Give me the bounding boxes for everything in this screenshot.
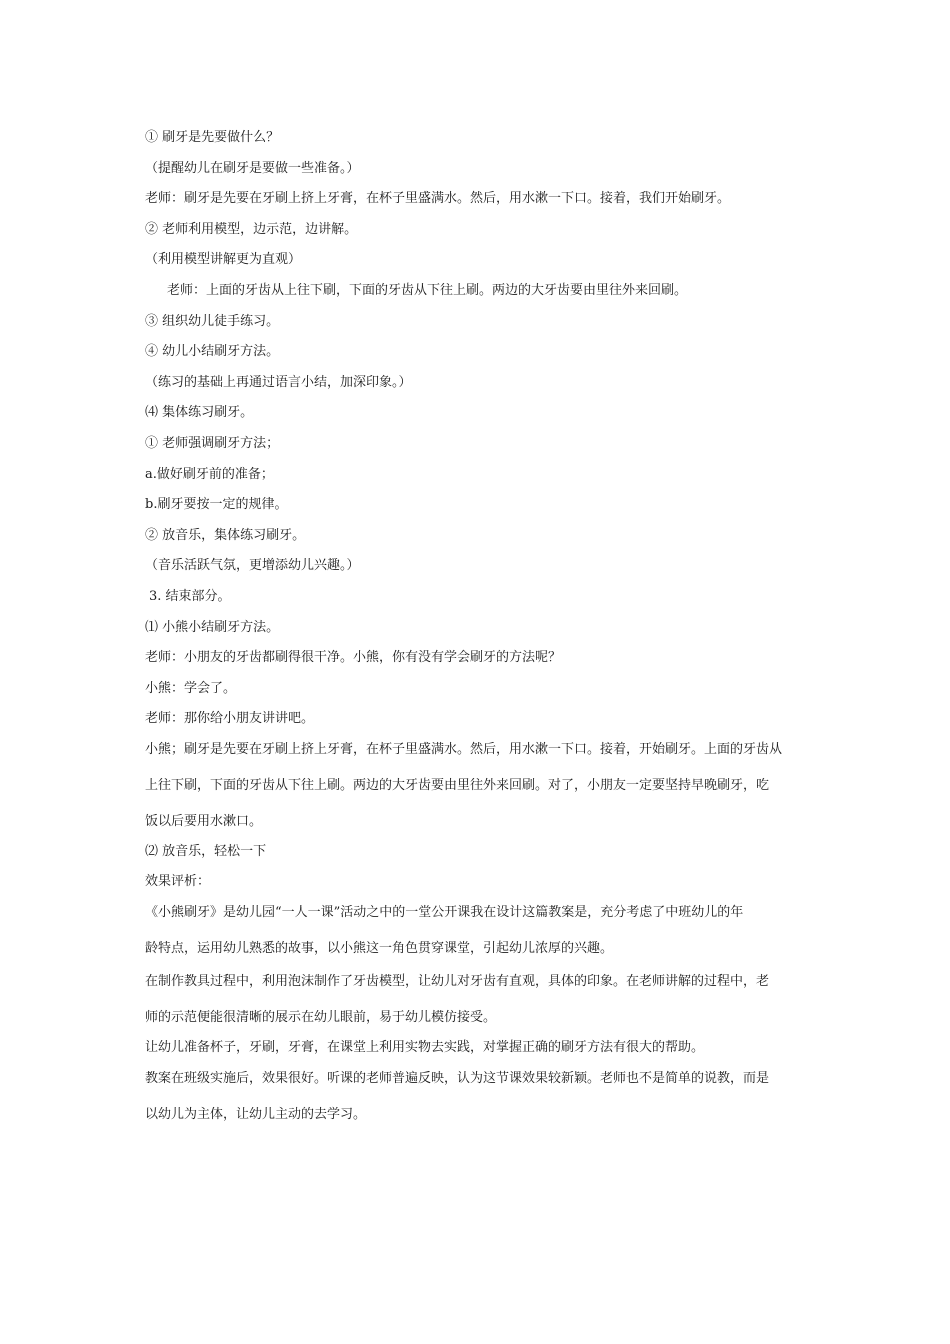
evaluation-line: 在制作教具过程中，利用泡沫制作了牙齿模型，让幼儿对牙齿有直观，具体的印象。在老师讲解的过程中，老 bbox=[145, 974, 770, 990]
evaluation-paragraph-1 bbox=[145, 895, 810, 967]
section-group-practice: ⑷ 集体练习刷牙。 bbox=[145, 405, 254, 421]
bear-paragraph-line: 上往下刷，下面的牙齿从下往上刷。两边的大牙齿要由里往外来回刷。对了，小朋友一定要坚持早晚刷牙，吃 bbox=[145, 777, 770, 793]
point-a: a.做好刷牙前的准备； bbox=[145, 466, 274, 482]
step-music-practice: ② 放音乐，集体练习刷牙。 bbox=[145, 527, 306, 543]
teacher-line-prepare: 老师：刷牙是先要在牙刷上挤上牙膏，在杯子里盛满水。然后，用水漱一下口。接着，我们开始刷牙。 bbox=[145, 191, 731, 207]
step-model-demo: ② 老师利用模型，边示范，边讲解。 bbox=[145, 221, 358, 237]
evaluation-line: 教案在班级实施后，效果很好。听课的老师普遍反映，认为这节课效果较新颖。老师也不是简单的说教，而是 bbox=[145, 1070, 770, 1086]
question-what-first: ① 刷牙是先要做什么？ bbox=[145, 130, 280, 145]
evaluation-paragraph-2 bbox=[145, 964, 810, 1036]
teacher-line-ask-bear: 老师：小朋友的牙齿都刷得很干净。小熊，你有没有学会刷牙的方法呢？ bbox=[145, 650, 562, 666]
lesson-text bbox=[145, 123, 810, 1130]
evaluation-paragraph-4 bbox=[145, 1061, 810, 1133]
evaluation-paragraph-3: 让幼儿准备杯子，牙刷，牙膏，在课堂上利用实物去实践，对掌握正确的刷牙方法有很大的帮助。 bbox=[145, 1040, 705, 1056]
note-music: （音乐活跃气氛，更增添幼儿兴趣。） bbox=[145, 558, 360, 574]
step-teacher-emphasis: ① 老师强调刷牙方法； bbox=[145, 435, 280, 451]
step-music-relax: ⑵ 放音乐，轻松一下 bbox=[145, 843, 267, 859]
step-practice-hands: ③ 组织幼儿徒手练习。 bbox=[145, 313, 280, 329]
step-bear-summary: ⑴ 小熊小结刷牙方法。 bbox=[145, 619, 280, 635]
evaluation-line: 龄特点，运用幼儿熟悉的故事，以小熊这一角色贯穿课堂，引起幼儿浓厚的兴趣。 bbox=[145, 941, 614, 957]
bear-line-learned: 小熊：学会了。 bbox=[145, 680, 237, 696]
note-preparation: （提醒幼儿在刷牙是要做一些准备。） bbox=[145, 160, 360, 176]
evaluation-heading: 效果评析： bbox=[145, 874, 211, 890]
evaluation-line: 以幼儿为主体，让幼儿主动的去学习。 bbox=[145, 1106, 367, 1122]
step-summary: ④ 幼儿小结刷牙方法。 bbox=[145, 344, 280, 360]
bear-paragraph-line: 饭以后要用水漱口。 bbox=[145, 813, 263, 829]
evaluation-line: 《小熊刷牙》是幼儿园“一人一课”活动之中的一堂公开课我在设计这篇教案是，充分考虑了中班幼儿的年 bbox=[145, 905, 744, 921]
note-summary: （练习的基础上再通过语言小结，加深印象。） bbox=[145, 374, 412, 390]
teacher-line-brushing: 老师：上面的牙齿从上往下刷，下面的牙齿从下往上刷。两边的大牙齿要由里往外来回刷。 bbox=[167, 282, 688, 298]
section-ending: 3. 结束部分。 bbox=[149, 588, 231, 604]
bear-paragraph-line: 小熊；刷牙是先要在牙刷上挤上牙膏，在杯子里盛满水。然后，用水漱一下口。接着，开始刷牙。上面的牙齿从 bbox=[145, 741, 783, 757]
bear-paragraph bbox=[145, 732, 810, 840]
evaluation-line: 师的示范便能很清晰的展示在幼儿眼前，易于幼儿模仿接受。 bbox=[145, 1010, 497, 1026]
point-b: b.刷牙要按一定的规律。 bbox=[145, 497, 288, 513]
note-model-intuitive: （利用模型讲解更为直观） bbox=[145, 252, 302, 268]
teacher-line-tell: 老师：那你给小朋友讲讲吧。 bbox=[145, 711, 315, 727]
